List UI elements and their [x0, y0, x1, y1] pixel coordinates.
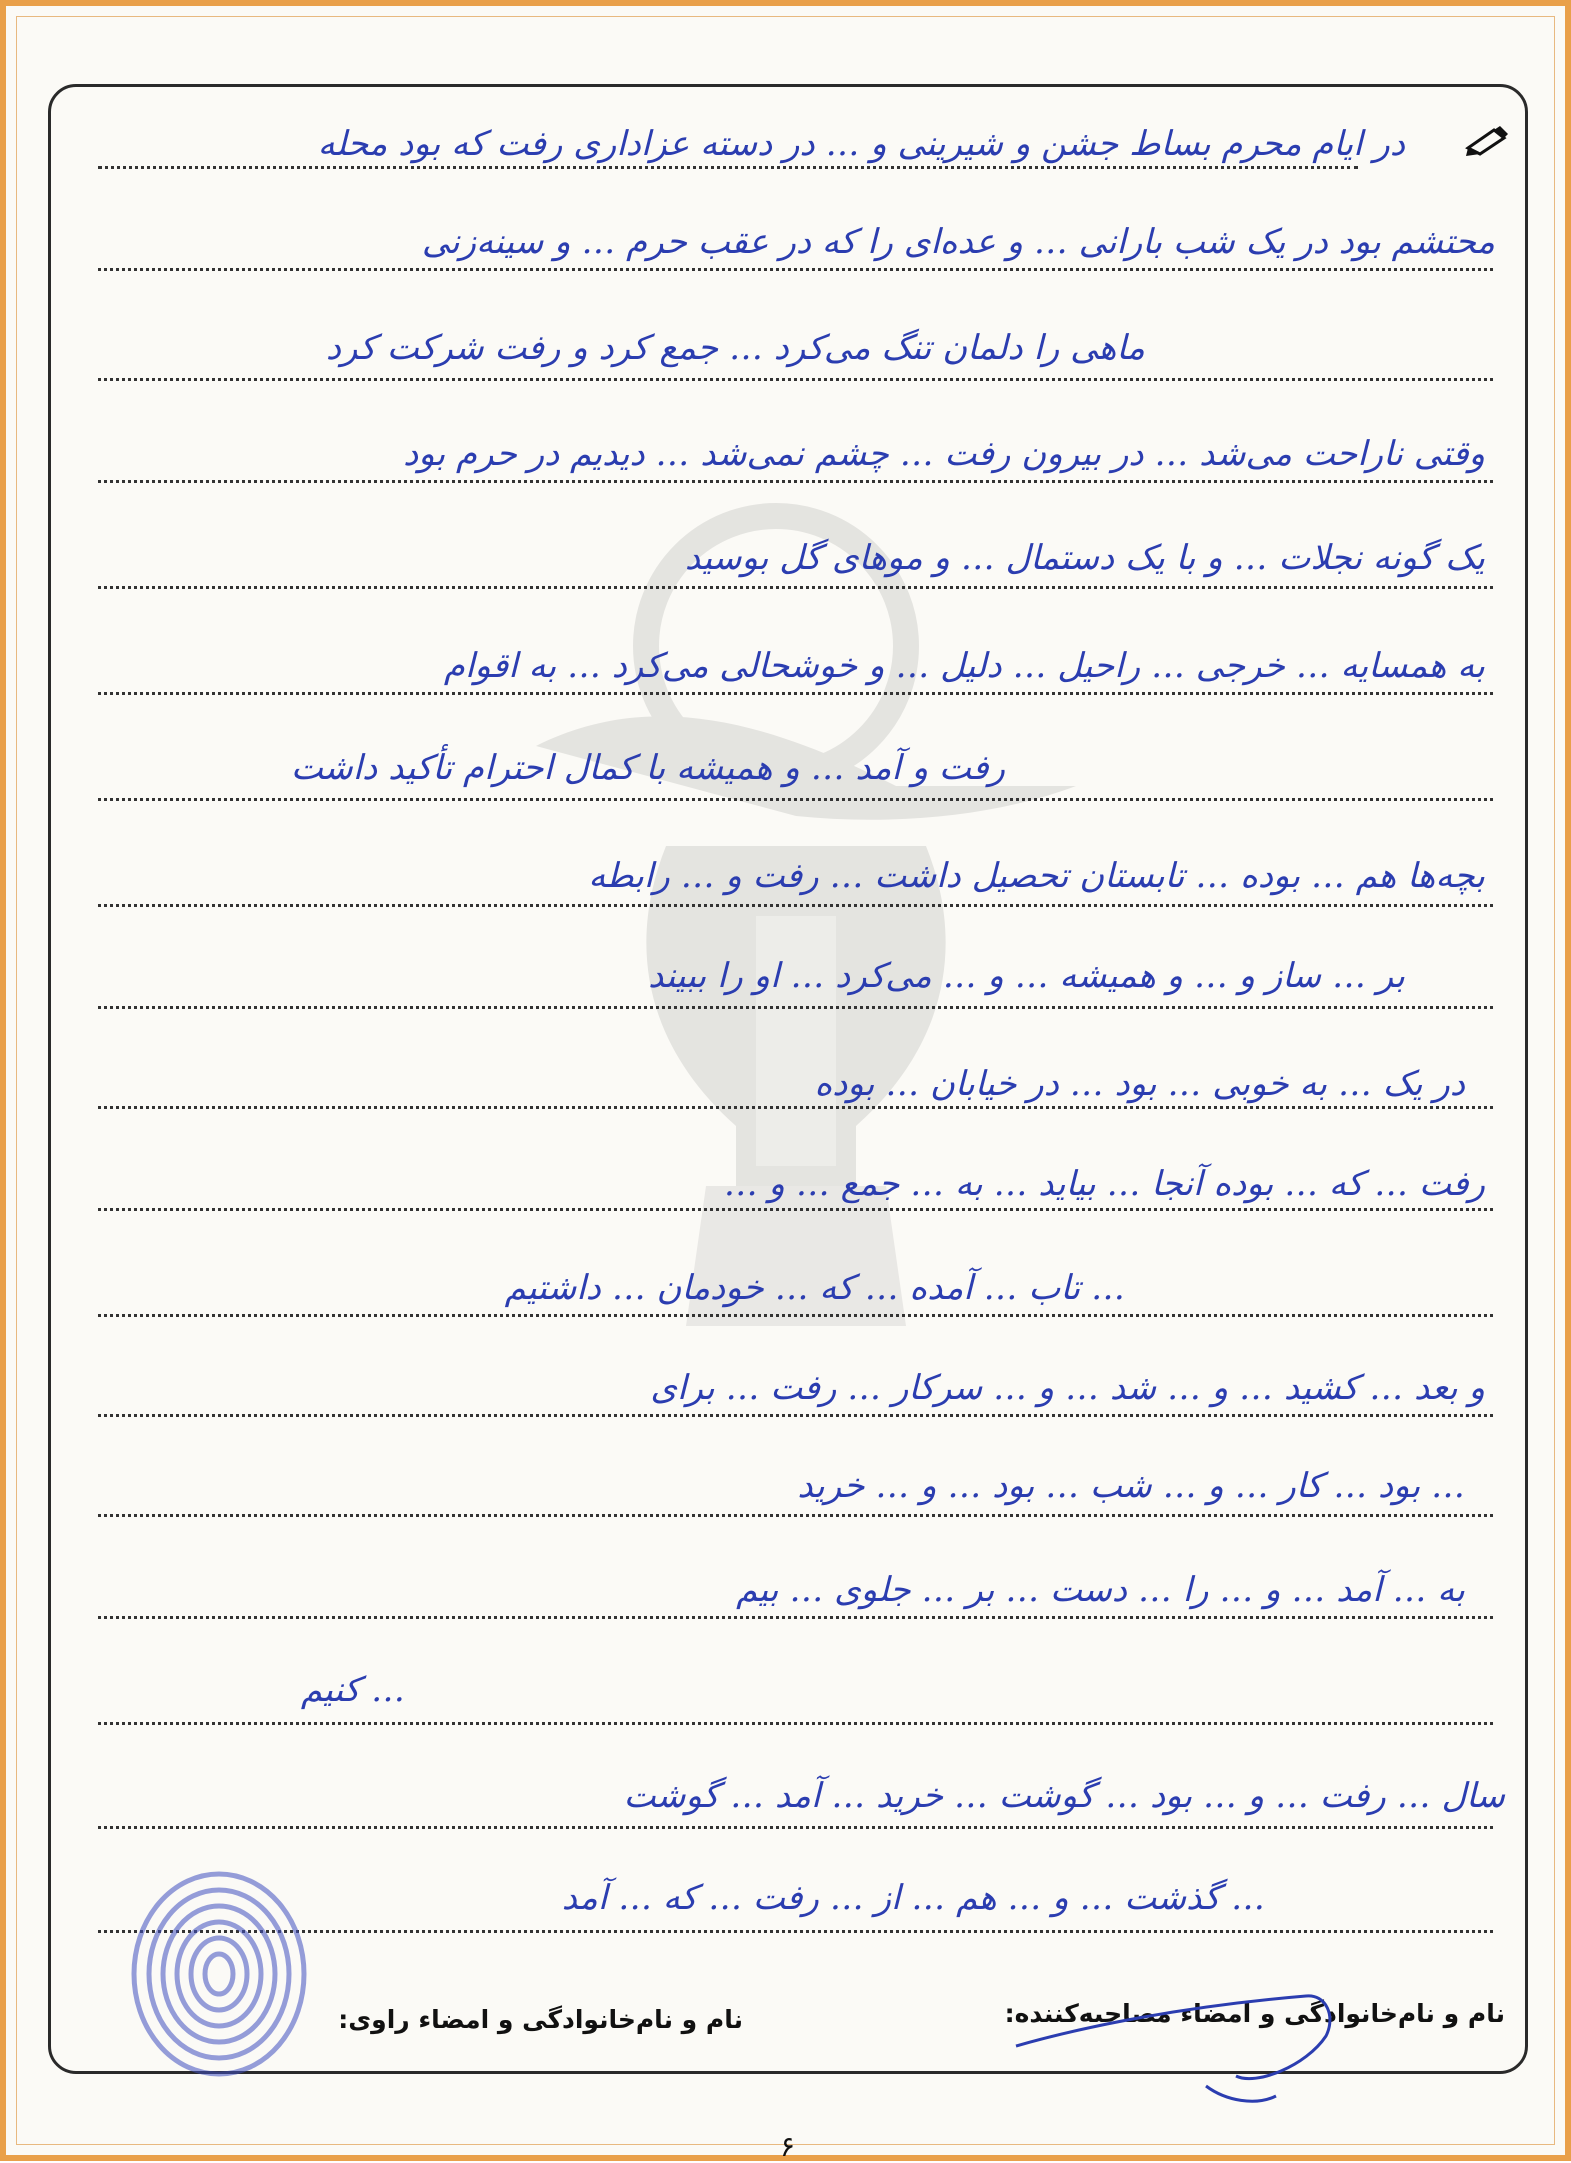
handwritten-line: بچه‌ها هم … بوده … تابستان تحصیل داشت … رفت و … رابطه	[588, 856, 1485, 896]
handwritten-line: وقتی ناراحت می‌شد … در بیرون رفت … چشم نمی‌شد … دیدیم در حرم بود	[403, 434, 1485, 474]
writing-line	[98, 1106, 1493, 1109]
pen-icon	[1464, 124, 1512, 158]
writing-line	[98, 904, 1493, 907]
handwritten-line: … کنیم	[300, 1670, 405, 1710]
interviewer-signature-label: نام و نام‌خانوادگی و امضاء مصاحبه‌کننده:	[1004, 1999, 1505, 2028]
writing-line	[98, 166, 1358, 169]
handwritten-line: ماهی را دلمان تنگ می‌کرد … جمع کرد و رفت شرکت کرد	[325, 328, 1145, 368]
handwritten-line: به … آمد … و … را … دست … بر … جلوی … بیم	[736, 1570, 1465, 1610]
handwritten-line: محتشم بود در یک شب بارانی … و عده‌ای را که در عقب حرم … و سینه‌زنی	[421, 222, 1495, 262]
page-number: ۶	[780, 2130, 796, 2163]
handwritten-line: یک گونه نجلات … و با یک دستمال … و موهای گل بوسید	[684, 538, 1485, 578]
writing-line	[98, 1826, 1493, 1829]
handwritten-line: و بعد … کشید … و … شد … و … سرکار … رفت … برای	[650, 1368, 1485, 1408]
handwritten-line: … تاب … آمده … که … خودمان … داشتیم	[504, 1268, 1125, 1308]
writing-line	[98, 1414, 1493, 1417]
writing-line	[98, 480, 1493, 483]
narrator-signature-label: نام و نام‌خانوادگی و امضاء راوی:	[338, 2005, 743, 2034]
writing-line	[98, 1314, 1493, 1317]
writing-line	[98, 268, 1493, 271]
handwritten-line: … بود … کار … و … شب … بود … و … خرید	[797, 1466, 1465, 1506]
writing-line	[98, 586, 1493, 589]
writing-line	[98, 1208, 1493, 1211]
writing-line	[98, 692, 1493, 695]
writing-line	[98, 378, 1493, 381]
handwritten-line: سال … رفت … و … بود … گوشت … خرید … آمد … گوشت	[623, 1776, 1505, 1816]
writing-line	[98, 1006, 1493, 1009]
writing-line	[98, 1722, 1493, 1725]
handwritten-line: در ایام محرم بساط جشن و شیرینی و … در دسته عزاداری رفت که بود محله	[317, 124, 1405, 164]
handwritten-line: بر … ساز و … و همیشه … و … می‌کرد … او را ببیند	[648, 956, 1405, 996]
writing-line	[98, 1514, 1493, 1517]
handwritten-line: در یک … به خوبی … بود … در خیابان … بوده	[814, 1064, 1465, 1104]
writing-line	[98, 1616, 1493, 1619]
handwritten-line: رفت … که … بوده آنجا … بیاید … به … جمع … و …	[723, 1164, 1485, 1204]
fingerprint-mark	[124, 1866, 314, 2081]
handwritten-line: به همسایه … خرجی … راحیل … دلیل … و خوشحالی می‌کرد … به اقوام	[443, 646, 1485, 686]
signature-mark	[1006, 1966, 1386, 2116]
handwritten-line: رفت و آمد … و همیشه با کمال احترام تأکید داشت	[290, 748, 1005, 788]
writing-line	[98, 798, 1493, 801]
handwritten-line: … گذشت … و … هم … از … رفت … که … آمد	[561, 1878, 1265, 1918]
